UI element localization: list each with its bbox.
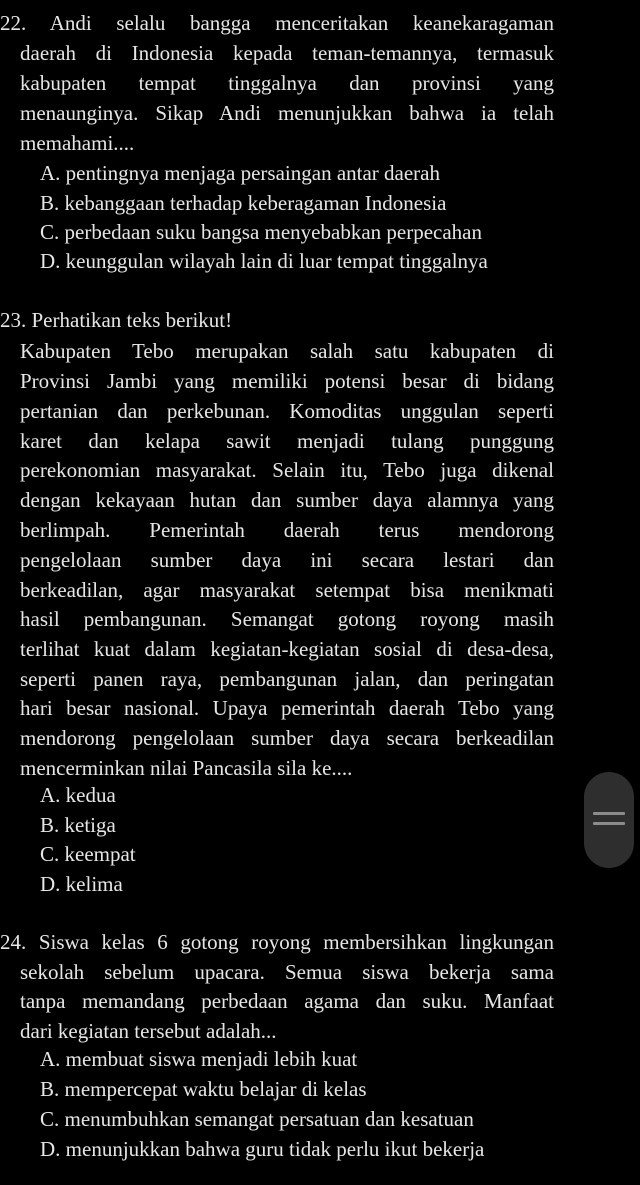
passage-line: hari besar nasional. Upaya pemerintah daerah Tebo yang [20,696,554,720]
passage-line: hasil pembangunan. Semangat gotong royong masih [20,607,554,631]
grip-line-icon [593,812,625,815]
question-stem-line: tanpa memandang perbedaan agama dan suku. Manfaat [20,989,554,1013]
option-a[interactable]: A. pentingnya menjaga persaingan antar daerah [40,161,440,185]
option-c[interactable]: C. perbedaan suku bangsa menyebabkan perpecahan [40,220,482,244]
passage-line: terlihat kuat dalam kegiatan-kegiatan sosial di desa-desa, [20,637,554,661]
passage-line: karet dan kelapa sawit menjadi tulang punggung [20,429,554,453]
passage-line: mendorong pengelolaan sumber daya secara berkeadilan [20,726,554,750]
question-stem-line: 23. Perhatikan teks berikut! [0,308,233,332]
option-d[interactable]: D. kelima [40,872,123,896]
question-stem-line: memahami.... [20,131,135,155]
passage-line: dengan kekayaan hutan dan sumber daya alamnya yang [20,488,554,512]
question-stem-line: menaunginya. Sikap Andi menunjukkan bahwa ia telah [20,101,554,125]
passage-line: Kabupaten Tebo merupakan salah satu kabupaten di [20,339,554,363]
option-b[interactable]: B. ketiga [40,813,116,837]
passage-line: mencerminkan nilai Pancasila sila ke.... [20,756,353,780]
option-b[interactable]: B. kebanggaan terhadap keberagaman Indonesia [40,191,447,215]
passage-line: Provinsi Jambi yang memiliki potensi besar di bidang [20,369,554,393]
passage-line: berkeadilan, agar masyarakat setempat bisa menikmati [20,578,554,602]
question-stem-line: dari kegiatan tersebut adalah... [20,1019,277,1043]
option-c[interactable]: C. menumbuhkan semangat persatuan dan kesatuan [40,1107,474,1131]
scroll-handle[interactable] [584,772,634,868]
option-d[interactable]: D. menunjukkan bahwa guru tidak perlu ikut bekerja [40,1137,485,1161]
option-a[interactable]: A. membuat siswa menjadi lebih kuat [40,1047,358,1071]
question-stem-line: kabupaten tempat tinggalnya dan provinsi yang [20,71,554,95]
option-b[interactable]: B. mempercepat waktu belajar di kelas [40,1077,367,1101]
passage-line: berlimpah. Pemerintah daerah terus mendorong [20,518,554,542]
question-stem-line: sekolah sebelum upacara. Semua siswa bekerja sama [20,960,554,984]
passage-line: perekonomian masyarakat. Selain itu, Tebo juga dikenal [20,458,554,482]
passage-line: pertanian dan perkebunan. Komoditas unggulan seperti [20,399,554,423]
question-stem-line: 22. Andi selalu bangga menceritakan keanekaragaman [0,11,554,35]
question-stem-line: daerah di Indonesia kepada teman-temannya, termasuk [20,41,554,65]
option-a[interactable]: A. kedua [40,783,116,807]
option-c[interactable]: C. keempat [40,842,136,866]
passage-line: seperti panen raya, pembangunan jalan, dan peringatan [20,667,554,691]
passage-line: pengelolaan sumber daya ini secara lestari dan [20,548,554,572]
grip-line-icon [593,822,625,825]
option-d[interactable]: D. keunggulan wilayah lain di luar tempat tinggalnya [40,249,488,273]
question-stem-line: 24. Siswa kelas 6 gotong royong membersihkan lingkungan [0,930,554,954]
